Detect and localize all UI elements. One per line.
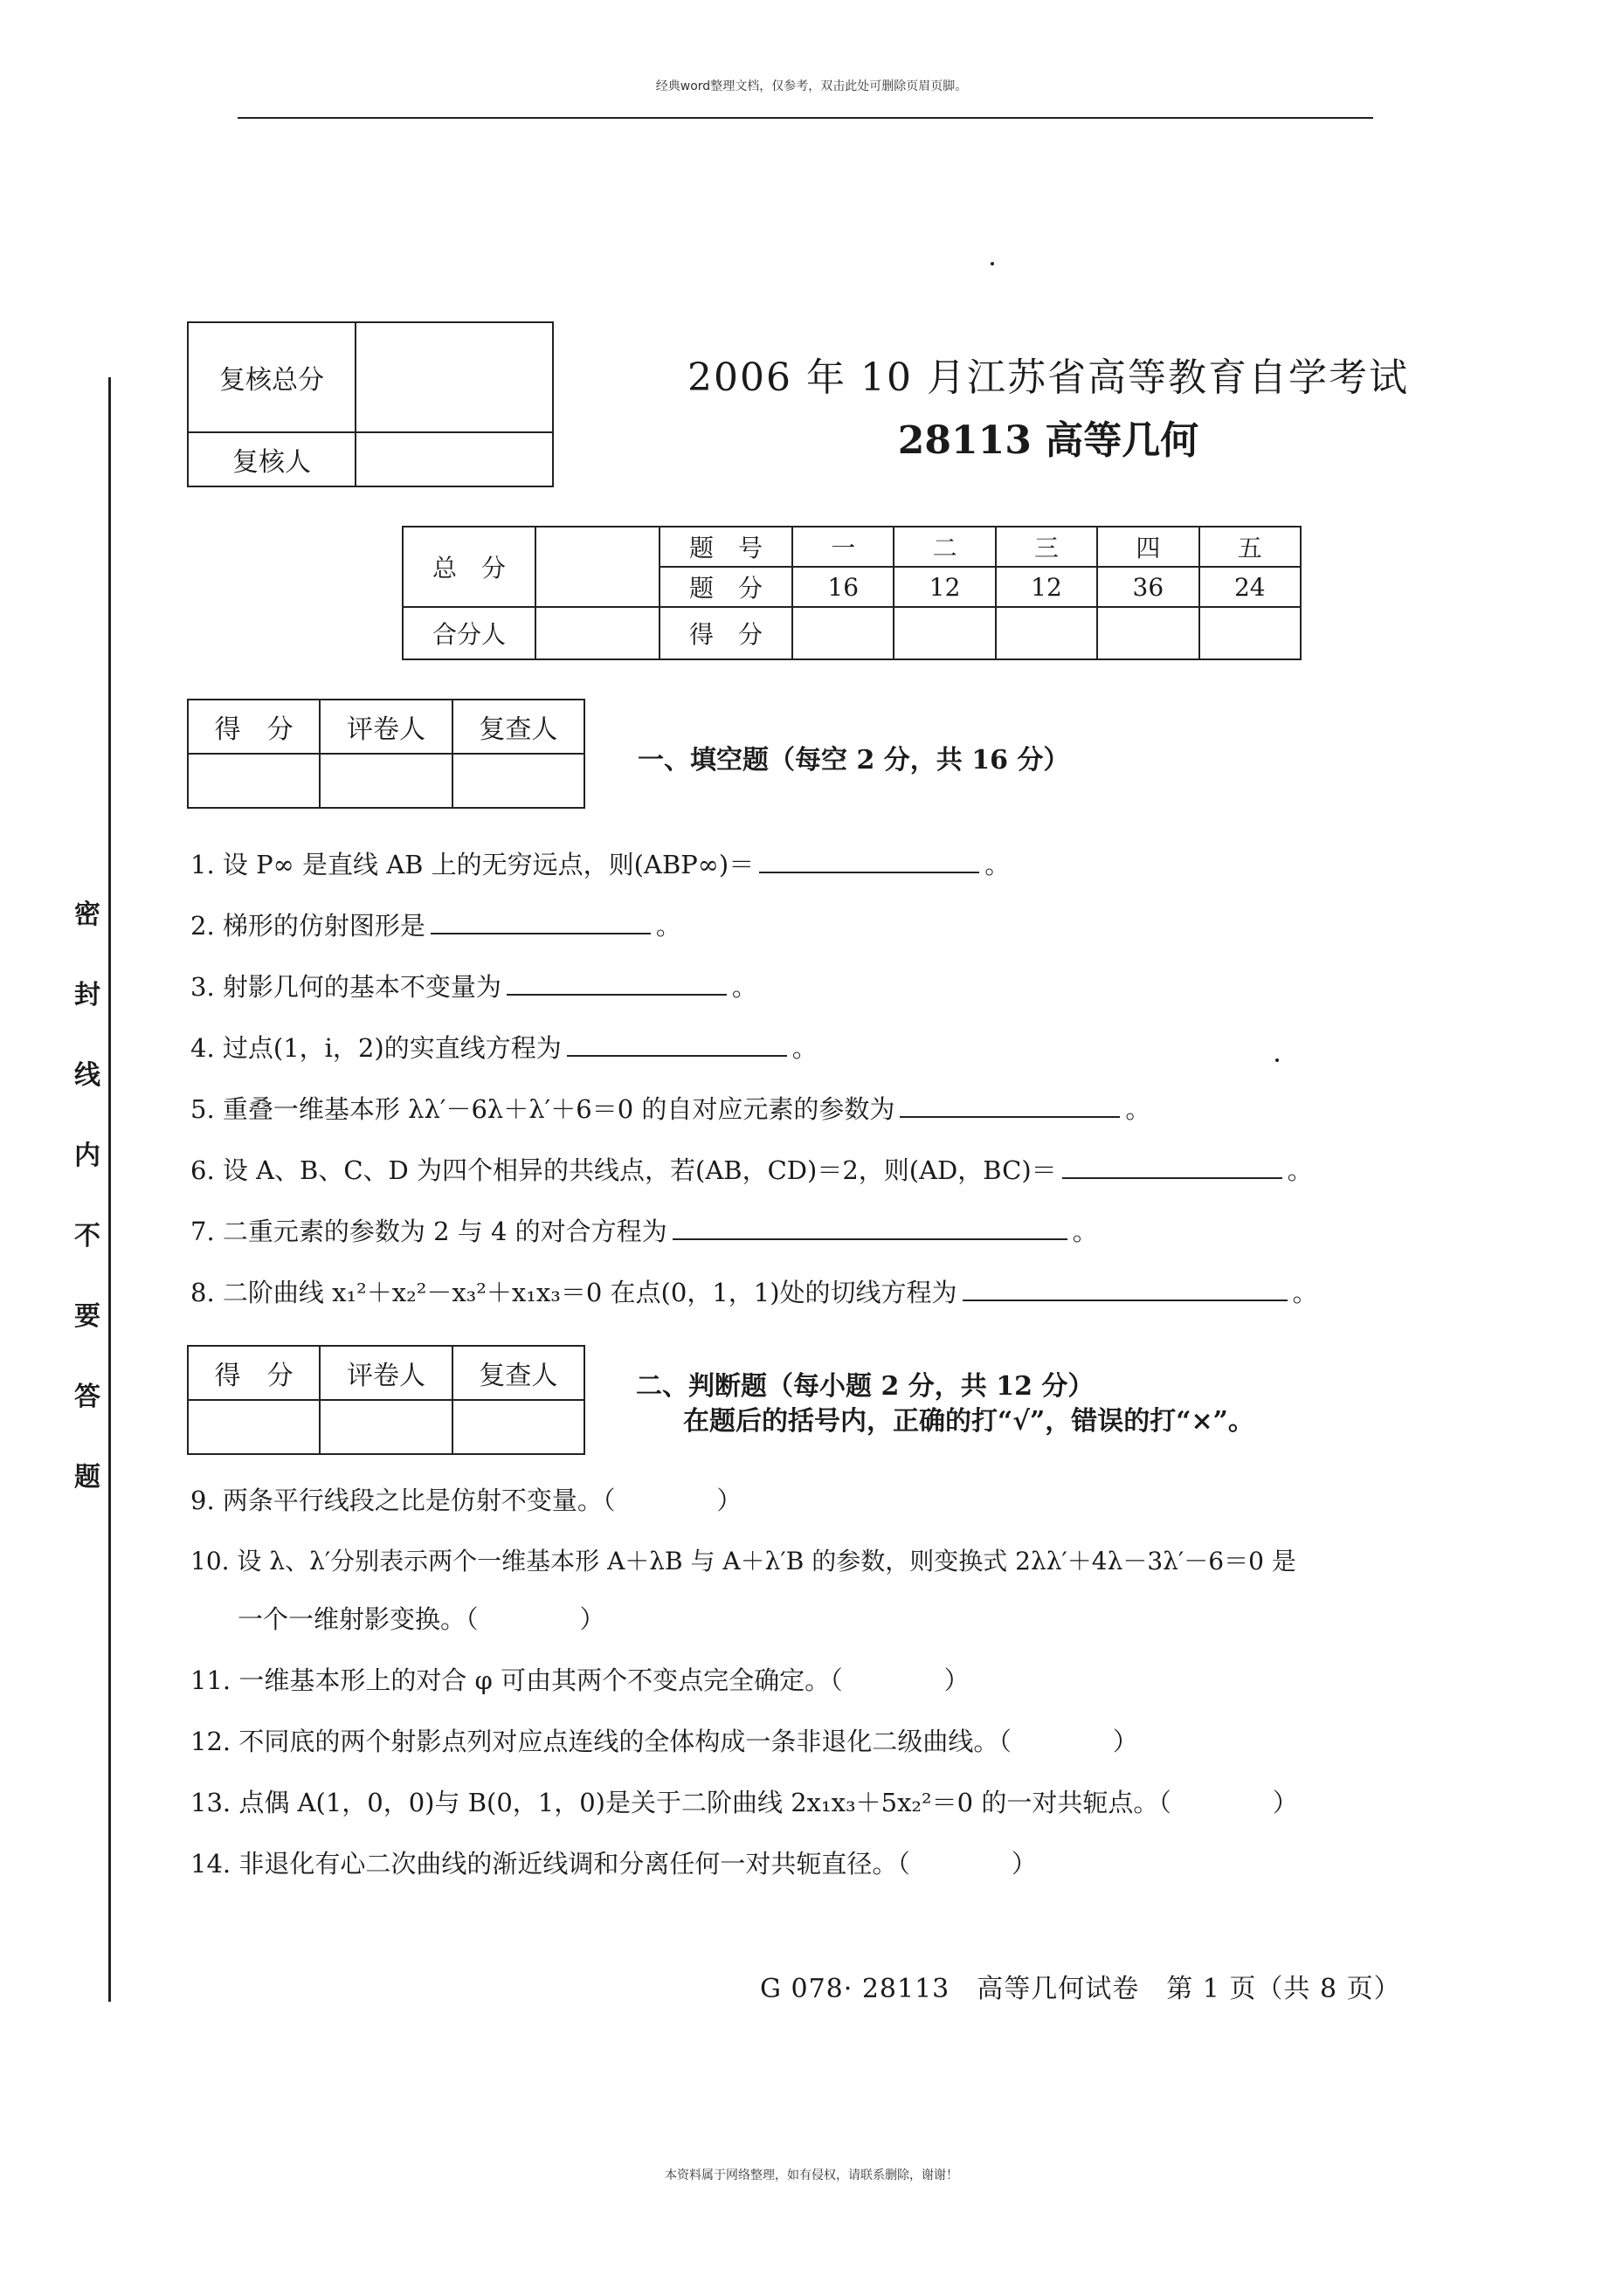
header-rule [238, 117, 1373, 119]
grader-header: 得 分 [188, 1346, 320, 1400]
seal-char: 密 [74, 900, 100, 930]
question: 10. 设 λ、λ′分别表示两个一维基本形 A＋λB 与 A＋λ′B 的参数，则变换式 2λλ′＋4λ－3λ′－6＝0 是 [190, 1547, 1296, 1575]
question: 6. 设 A、B、C、D 为四个相异的共线点，若(AB，CD)＝2，则(AD，BC)＝ 。 [190, 1151, 1313, 1187]
review-total-cell[interactable] [356, 322, 553, 432]
question: 9. 两条平行线段之比是仿射不变量。（ ） [190, 1486, 742, 1515]
seal-char: 封 [74, 980, 100, 1010]
section-score-cell[interactable] [1199, 607, 1301, 659]
question: 5. 重叠一维基本形 λλ′－6λ＋λ′＋6＝0 的自对应元素的参数为 。 [190, 1090, 1150, 1126]
section-score-cell[interactable] [996, 607, 1097, 659]
seal-char: 题 [74, 1462, 100, 1493]
grader-cell[interactable] [452, 1400, 584, 1454]
answer-blank[interactable] [673, 1214, 1067, 1240]
speck [1275, 1058, 1279, 1062]
answer-blank[interactable] [900, 1092, 1120, 1118]
review-table [187, 321, 554, 487]
answer-blank[interactable] [963, 1275, 1288, 1301]
answer-blank[interactable] [1062, 1153, 1282, 1179]
question-continued: 一个一维射影变换。（ ） [238, 1604, 605, 1634]
combiner-cell[interactable] [535, 607, 660, 659]
section-score-cell[interactable] [792, 607, 894, 659]
grader-header: 评卷人 [320, 700, 452, 754]
question: 14. 非退化有心二次曲线的渐近线调和分离任何一对共轭直径。（ ） [190, 1849, 1037, 1879]
seal-margin-line [108, 377, 111, 2002]
seal-char: 不 [74, 1221, 100, 1251]
question: 4. 过点(1，i，2)的实直线方程为 。 [190, 1029, 818, 1065]
page-footer: G 078· 28113 高等几何试卷 第 1 页（共 8 页） [760, 1974, 1401, 2004]
answer-blank[interactable] [759, 847, 979, 873]
question: 2. 梯形的仿射图形是 。 [190, 907, 681, 942]
seal-char: 线 [74, 1060, 100, 1091]
speck [991, 262, 994, 265]
seal-char: 内 [74, 1141, 100, 1171]
question: 1. 设 P∞ 是直线 AB 上的无穷远点，则(ABP∞)＝ 。 [190, 845, 1010, 881]
grader-table-2 [187, 1345, 585, 1455]
grader-table-1 [187, 699, 585, 809]
grader-cell[interactable] [188, 754, 320, 808]
grader-cell[interactable] [188, 1400, 320, 1454]
question: 11. 一维基本形上的对合 φ 可由其两个不变点完全确定。（ ） [190, 1665, 970, 1695]
footer-note: 本资料属于网络整理，如有侵权，请联系删除，谢谢！ [665, 2168, 958, 2182]
section2-title: 二、判断题（每小题 2 分，共 12 分） [636, 1371, 1095, 1402]
total-score-cell[interactable] [535, 527, 660, 607]
section-score-cell[interactable] [1097, 607, 1198, 659]
section-number: 四 [1097, 527, 1198, 567]
section-score-cell[interactable] [894, 607, 995, 659]
seal-char: 答 [74, 1382, 100, 1412]
section-points: 16 [792, 567, 894, 607]
section-points: 36 [1097, 567, 1198, 607]
section-points: 12 [996, 567, 1097, 607]
answer-blank[interactable] [507, 969, 727, 996]
section-points: 12 [894, 567, 995, 607]
combiner-label: 合分人 [403, 607, 535, 659]
question: 8. 二阶曲线 x₁²＋x₂²－x₃²＋x₁x₃＝0 在点(0，1，1)处的切线方程为 。 [190, 1273, 1318, 1309]
section-number: 一 [792, 527, 894, 567]
question: 12. 不同底的两个射影点列对应点连线的全体构成一条非退化二级曲线。（ ） [190, 1727, 1138, 1756]
reviewer-cell[interactable] [356, 432, 553, 486]
reviewer-label: 复核人 [188, 432, 356, 486]
score-table [402, 526, 1302, 660]
exam-subtitle: 28113 高等几何 [897, 418, 1199, 463]
section2-instruction: 在题后的括号内，正确的打“√”，错误的打“×”。 [683, 1406, 1254, 1437]
seal-char: 要 [74, 1301, 100, 1332]
grader-cell[interactable] [320, 754, 452, 808]
review-total-label: 复核总分 [188, 322, 356, 432]
section-number: 三 [996, 527, 1097, 567]
section-number-label: 题 号 [660, 527, 792, 567]
exam-title: 2006 年 10 月江苏省高等教育自学考试 [687, 355, 1409, 400]
header-note: 经典word整理文档，仅参考，双击此处可删除页眉页脚。 [655, 79, 968, 93]
section-number: 五 [1199, 527, 1301, 567]
grader-header: 评卷人 [320, 1346, 452, 1400]
grader-cell[interactable] [320, 1400, 452, 1454]
section-number: 二 [894, 527, 995, 567]
section1-title: 一、填空题（每空 2 分，共 16 分） [638, 745, 1070, 776]
question: 13. 点偶 A(1，0，0)与 B(0，1，0)是关于二阶曲线 2x₁x₃＋5x₂²＝0 的一对共轭点。（ ） [190, 1788, 1298, 1817]
answer-blank[interactable] [431, 908, 651, 934]
grader-header: 复查人 [452, 1346, 584, 1400]
score-label: 得 分 [660, 607, 792, 659]
section-points: 24 [1199, 567, 1301, 607]
grader-header: 复查人 [452, 700, 584, 754]
grader-header: 得 分 [188, 700, 320, 754]
grader-cell[interactable] [452, 754, 584, 808]
question: 7. 二重元素的参数为 2 与 4 的对合方程为 。 [190, 1212, 1098, 1248]
question: 3. 射影几何的基本不变量为 。 [190, 968, 757, 1003]
section-points-label: 题 分 [660, 567, 792, 607]
total-score-label: 总 分 [403, 527, 535, 607]
answer-blank[interactable] [567, 1031, 787, 1057]
